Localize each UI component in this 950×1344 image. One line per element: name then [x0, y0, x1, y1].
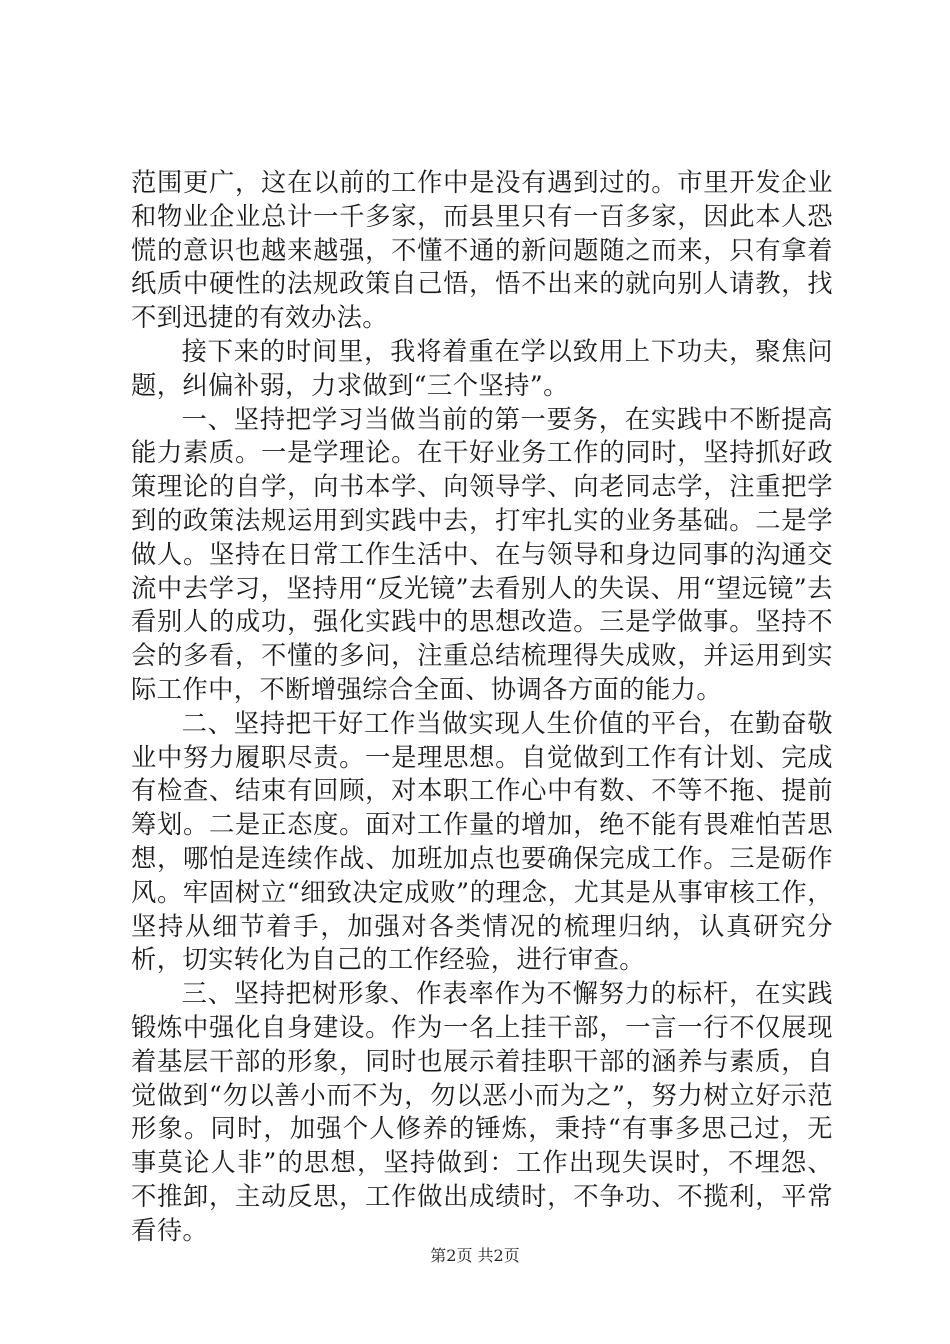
paragraph-point-three: 三、坚持把树形象、作表率作为不懈努力的标杆，在实践锻炼中强化自身建设。作为一名上挂干部，一言一行不仅展现着基层干部的形象，同时也展示着挂职干部的涵养与素质，自觉做到“勿以善小而不为，勿以恶小而为之”，努力树立好示范形象。同时，加强个人修养的锤炼，秉持“有事多思己过，无事莫论人非”的思想，坚持做到：工作出现失误时，不埋怨、不推卸，主动反思，工作做出成绩时，不争功、不揽利，平常看待。	[131, 979, 833, 1245]
document-body	[131, 166, 833, 1248]
paragraph-continuation: 范围更广，这在以前的工作中是没有遇到过的。市里开发企业和物业企业总计一千多家，而县里只有一百多家，因此本人恐慌的意识也越来越强，不懂不通的新问题随之而来，只有拿着纸质中硬性的法规政策自己悟，悟不出来的就向别人请教，找不到迅捷的有效办法。	[131, 168, 833, 333]
paragraph-intro: 接下来的时间里，我将着重在学以致用上下功夫，聚焦问题，纠偏补弱，力求做到“三个坚持”。	[131, 336, 833, 400]
paragraph-point-two: 二、坚持把干好工作当做实现人生价值的平台，在勤奋敬业中努力履职尽责。一是理思想。自觉做到工作有计划、完成有检查、结束有回顾，对本职工作心中有数、不等不拖、提前筹划。二是正态度。面对工作量的增加，绝不能有畏难怕苦思想，哪怕是连续作战、加班加点也要确保完成工作。三是砺作风。牢固树立“细致决定成败”的理念，尤其是从事审核工作，坚持从细节着手，加强对各类情况的梳理归纳，认真研究分析，切实转化为自己的工作经验，进行审查。	[131, 708, 833, 975]
paragraph-point-one: 一、坚持把学习当做当前的第一要务，在实践中不断提高能力素质。一是学理论。在干好业务工作的同时，坚持抓好政策理论的自学，向书本学、向领导学、向老同志学，注重把学到的政策法规运用到实践中去，打牢扎实的业务基础。二是学做人。坚持在日常工作生活中、在与领导和身边同事的沟通交流中去学习，坚持用“反光镜”去看别人的失误、用“望远镜”去看别人的成功，强化实践中的思想改造。三是学做事。坚持不会的多看，不懂的多问，注重总结梳理得失成败，并运用到实际工作中，不断增强综合全面、协调各方面的能力。	[131, 404, 833, 704]
page-number-footer: 第2页 共2页	[430, 1246, 520, 1265]
